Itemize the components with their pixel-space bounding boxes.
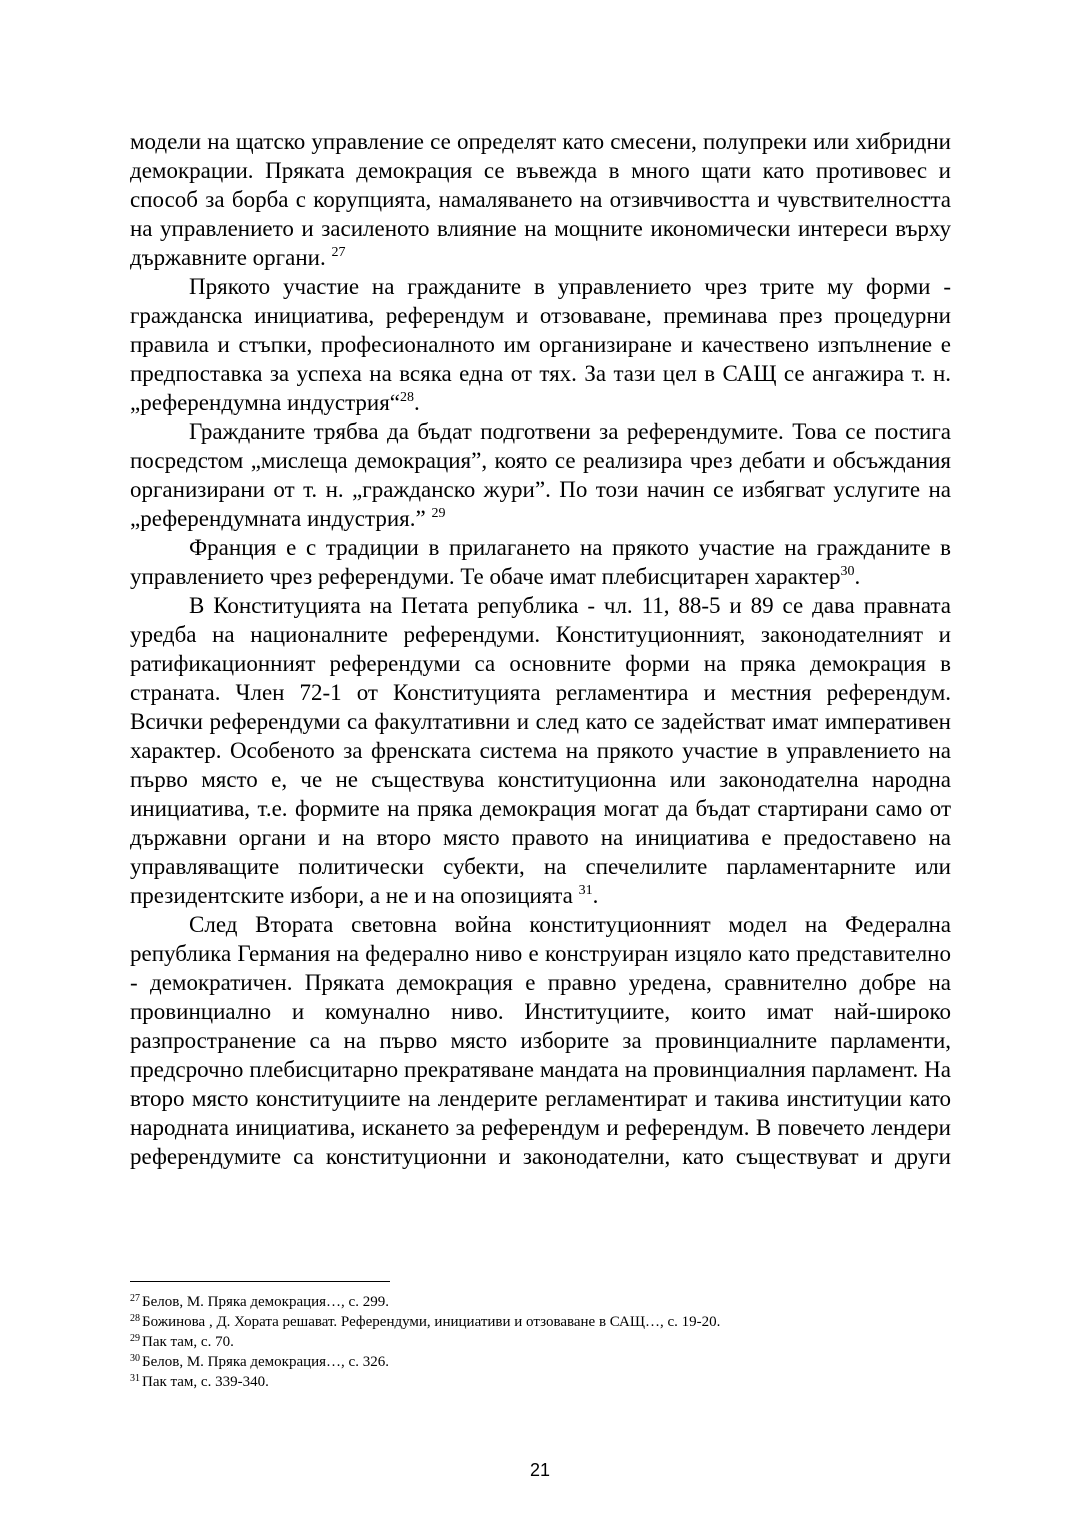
footnote-number: 27 xyxy=(130,1293,140,1304)
footnote-separator xyxy=(130,1281,390,1282)
footnote-ref[interactable]: 28 xyxy=(400,390,415,405)
page-number: 21 xyxy=(529,1460,551,1480)
footnote-text: Белов, М. Пряка демокрация…, с. 299. xyxy=(142,1294,389,1310)
footnote-ref[interactable]: 29 xyxy=(431,506,446,521)
footnote-text: Пак там, с. 339-340. xyxy=(142,1374,269,1390)
footnote xyxy=(130,1352,951,1372)
footnote-number: 30 xyxy=(130,1353,140,1364)
footnotes xyxy=(130,1292,951,1392)
footnote-ref[interactable]: 31 xyxy=(578,883,593,898)
footnote xyxy=(130,1312,951,1332)
footnote-number: 28 xyxy=(130,1313,140,1324)
paragraph: Прякото участие на гражданите в управлението чрез трите му форми - гражданска инициатива, референдум и отзоваване, преминава през процедурни правила и стъпки, професионалното им организиране и качествено изпълнение е предпоставка за успеха на всяка една от тях. За тази цел в САЩ се ангажира т. н. „референдумна индустрия“$^{28}$. xyxy=(130,274,951,415)
footnote-text: Пак там, с. 70. xyxy=(142,1334,234,1350)
footnote xyxy=(130,1292,951,1312)
paragraph: В Конституцията на Петата република - чл. 11, 88-5 и 89 се дава правната уредба на националните референдуми. Конституционният, законодателният и ратификационният референдуми са основните форми на пряка демокрация в страната. Член 72-1 от Конституцията регламентира и местния референдум. Всички референдуми са факултативни и след като се задействат имат императивен характер. Особеното за френската система на прякото участие в управлението на първо място е, че не съществува конституционна или законодателна народна инициатива, т.е. формите на пряка демокрация могат да бъдат стартирани само от държавни органи и на второ място правото на инициатива е предоставено на управляващите политически субекти, на спечелилите парламентарните или президентските избори, а не и на опозицията $^{31}$. xyxy=(130,593,951,908)
paragraph: модели на щатско управление се определят като смесени, полупреки или хибридни демокрации. Пряката демокрация се въвежда в много щати като противовес и способ за борба с корупцията, намаляването на отзивчивостта и чувствителността на управлението и засиленото влияние на мощните икономически интереси върху държавните органи. $^{27}$ xyxy=(130,129,951,270)
footnote-number: 31 xyxy=(130,1373,140,1384)
footnote-text: Белов, М. Пряка демокрация…, с. 326. xyxy=(142,1354,389,1370)
footnote xyxy=(130,1332,951,1352)
footnote-ref[interactable]: 27 xyxy=(331,245,346,260)
paragraph: Франция е с традиции в прилагането на прякото участие на гражданите в управлението чрез референдуми. Те обаче имат плебисцитарен характер$^{30}$. xyxy=(130,535,951,589)
footnote-number: 29 xyxy=(130,1333,140,1344)
footnote xyxy=(130,1372,951,1392)
paragraph: След Втората световна война конституционният модел на Федерална република Германия на федерално ниво е конструиран изцяло като представително - демократичен. Пряката демокрация е правно уредена, сравнително добре на провинциално и комунално ниво. Институциите, които имат най-широко разпространение са на първо място изборите за провинциалните парламенти, предсрочно плебисцитарно прекратяване мандата на провинциалния парламент. На второ място конституциите на лендерите регламентират и такива институции като народната инициатива, искането за референдум и референдум. В повечето лендери референдумите са конституционни и законодателни, като съществуват и други xyxy=(130,912,951,1169)
footnote-text: Божинова , Д. Хората решават. Референдуми, инициативи и отзоваване в САЩ…, с. 19-20. xyxy=(142,1314,721,1330)
paragraph: Гражданите трябва да бъдат подготвени за референдумите. Това се постига посредстом „мислеща демокрация”, която се реализира чрез дебати и обсъждания организирани от т. н. „гражданско жури”. По този начин се избягват услугите на „референдумната индустрия.” $^{29}$ xyxy=(130,419,951,531)
footnote-ref[interactable]: 30 xyxy=(840,564,855,579)
body-text xyxy=(130,127,951,1171)
